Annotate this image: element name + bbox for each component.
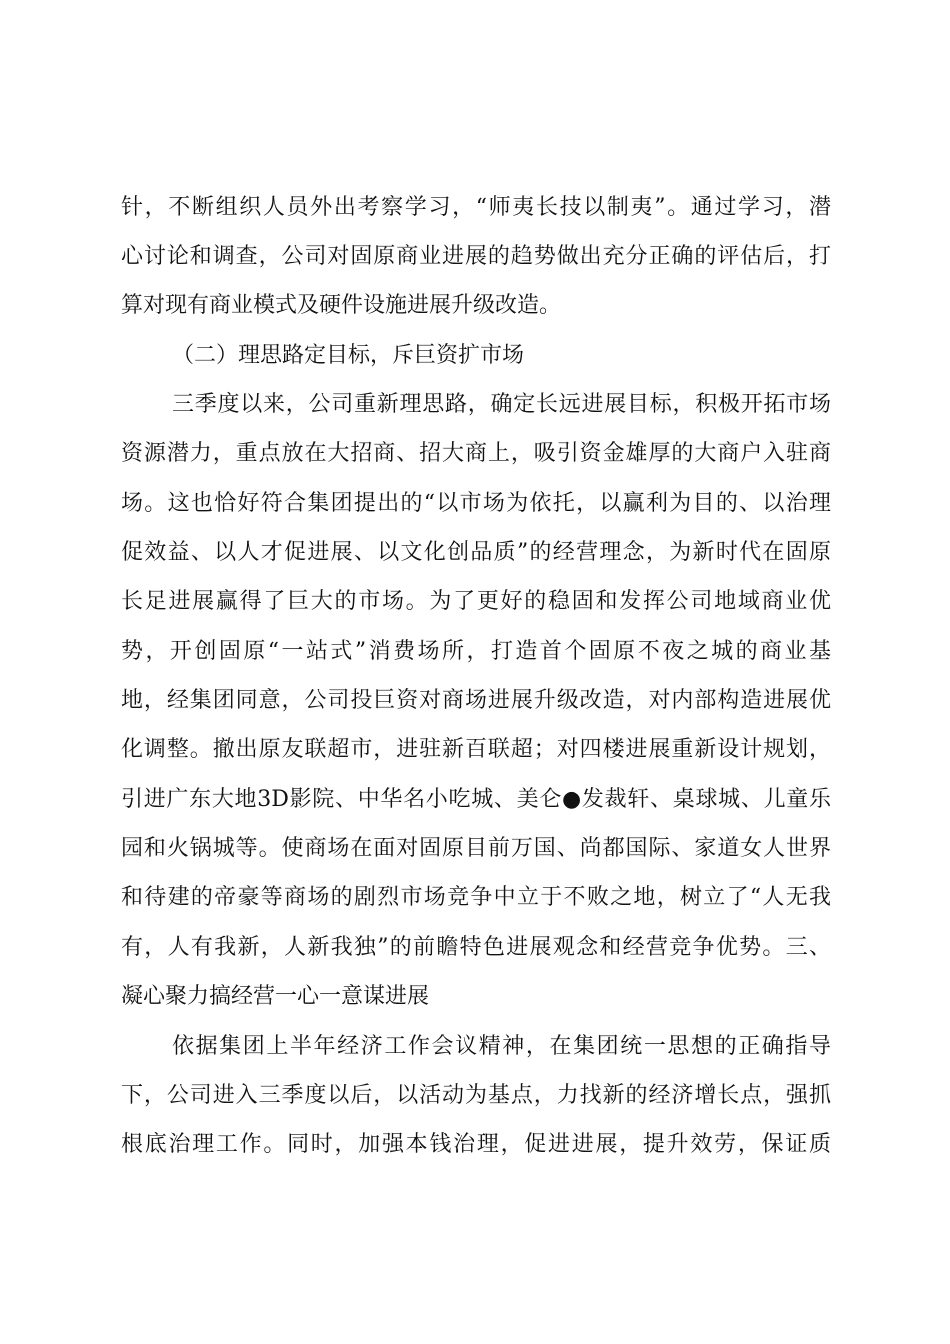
body-line: 三季度以来，公司重新理思路，确定长远进展目标，积极开拓市场 (172, 392, 831, 417)
body-line: 园和火锅城等。使商场在面对固原目前万国、尚都国际、家道女人世界 (121, 836, 831, 861)
body-line: 凝心聚力搞经营一心一意谋进展 (121, 984, 430, 1009)
body-line: 化调整。撤出原友联超市，进驻新百联超；对四楼进展重新设计规划， (121, 737, 831, 762)
body-line: 促效益、以人才促进展、以文化创品质”的经营理念，为新时代在固原 (121, 540, 831, 565)
body-line: 算对现有商业模式及硬件设施进展升级改造。 (121, 293, 562, 318)
body-line: 引进广东大地3D影院、中华名小吃城、美仑●发裁轩、桌球城、儿童乐 (121, 787, 831, 812)
body-line: 下，公司进入三季度以后，以活动为基点，力找新的经济增长点，强抓 (121, 1083, 831, 1108)
body-line: 资源潜力，重点放在大招商、招大商上，吸引资金雄厚的大商户入驻商 (121, 441, 831, 466)
body-line: 根底治理工作。同时，加强本钱治理，促进进展，提升效劳，保证质 (121, 1132, 831, 1157)
body-line: 针，不断组织人员外出考察学习，“师夷长技以制夷”。通过学习，潜 (121, 195, 831, 220)
section-heading: （二）理思路定目标，斥巨资扩市场 (172, 343, 525, 368)
body-line: 势，开创固原“一站式”消费场所，打造首个固原不夜之城的商业基 (121, 639, 831, 664)
body-line: 长足进展赢得了巨大的市场。为了更好的稳固和发挥公司地域商业优 (121, 589, 831, 614)
body-line: 和待建的帝豪等商场的剧烈市场竞争中立于不败之地，树立了“人无我 (121, 885, 831, 910)
body-line: 有，人有我新，人新我独”的前瞻特色进展观念和经营竞争优势。三、 (121, 935, 831, 960)
body-line: 心讨论和调查，公司对固原商业进展的趋势做出充分正确的评估后，打 (121, 244, 831, 269)
body-line: 场。这也恰好符合集团提出的“以市场为依托，以赢利为目的、以治理 (121, 491, 831, 516)
body-line: 依据集团上半年经济工作会议精神，在集团统一思想的正确指导 (172, 1034, 831, 1059)
body-line: 地，经集团同意，公司投巨资对商场进展升级改造，对内部构造进展优 (121, 688, 831, 713)
